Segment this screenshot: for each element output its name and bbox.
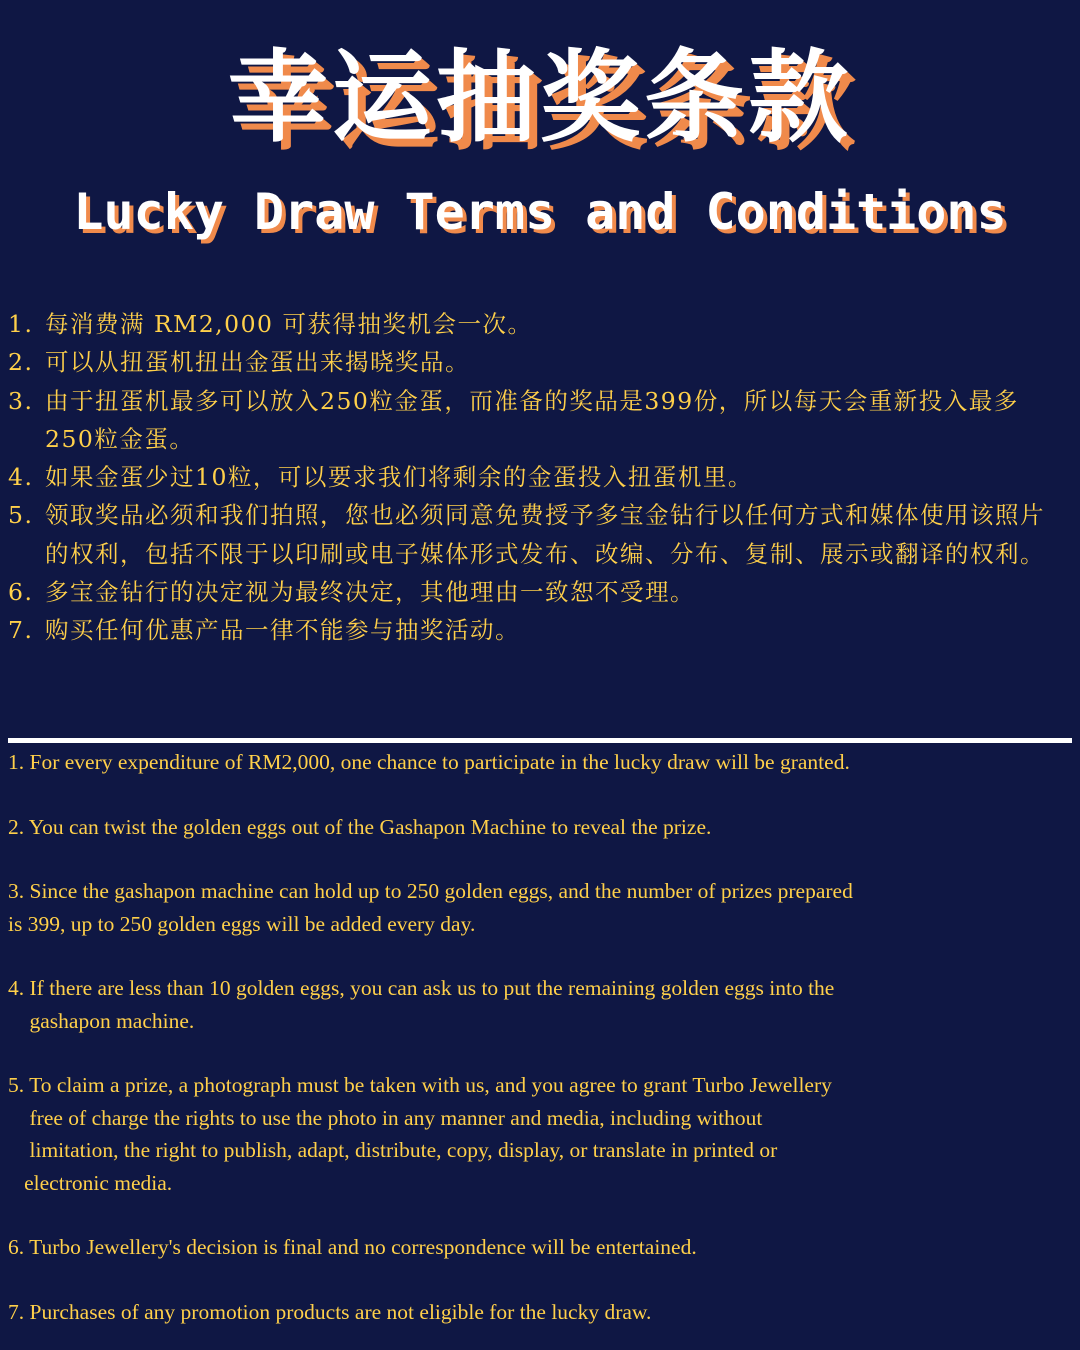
item-number: 4.: [8, 463, 34, 492]
list-item: 7. Purchases of any promotion products are not eligible for the lucky draw.: [8, 1299, 652, 1324]
item-text: 如果金蛋少过10粒，可以要求我们将剩余的金蛋投入扭蛋机里。: [45, 463, 753, 492]
item-number: 2.: [8, 348, 34, 377]
terms-list-chinese: [8, 305, 1068, 650]
item-text: 可以从扭蛋机扭出金蛋出来揭晓奖品。: [45, 348, 470, 377]
list-item: [8, 611, 1068, 649]
item-number: 3.: [8, 386, 34, 415]
item-text: 购买任何优惠产品一律不能参与抽奖活动。: [45, 616, 520, 645]
item-number: 1.: [8, 310, 34, 338]
list-item: 6. Turbo Jewellery's decision is final and no correspondence will be entertained.: [8, 1235, 697, 1259]
list-item: 5. To claim a prize, a photograph must be taken with us, and you agree to grant Turbo Jewellery free of charge the rights to use the photo in any manner and media, including without limitation, the right to publish, adapt, distribute, copy, display, or translate in printed or electronic media.: [8, 1073, 832, 1195]
list-item: [8, 458, 1068, 496]
item-number: 5.: [8, 501, 34, 530]
terms-list-english: [8, 746, 1068, 1328]
list-item: [8, 382, 1068, 459]
item-text: 领取奖品必须和我们拍照，您也必须同意免费授予多宝金钻行以任何方式和媒体使用该照片的权利，包括不限于以印刷或电子媒体形式发布、改编、分布、复制、展示或翻译的权利。: [45, 501, 1045, 568]
item-text: 每消费满 RM2,000 可获得抽奖机会一次。: [45, 310, 533, 338]
section-divider: [8, 738, 1072, 743]
item-number: 7.: [8, 616, 34, 645]
list-item: [8, 343, 1068, 381]
item-number: 6.: [8, 578, 34, 607]
list-item: 4. If there are less than 10 golden eggs, you can ask us to put the remaining golden eggs into the gashapon machine.: [8, 976, 835, 1033]
list-item: 1. For every expenditure of RM2,000, one chance to participate in the lucky draw will be granted.: [8, 750, 850, 774]
item-text: 由于扭蛋机最多可以放入250粒金蛋，而准备的奖品是399份，所以每天会重新投入最多250粒金蛋。: [45, 386, 1019, 453]
list-item: [8, 573, 1068, 611]
list-item: [8, 305, 1068, 343]
list-item: 3. Since the gashapon machine can hold up to 250 golden eggs, and the number of prizes prepared is 399, up to 250 golden eggs will be added every day.: [8, 879, 853, 936]
page-title-english: Lucky Draw Terms and Conditions: [73, 183, 1007, 241]
page-title-chinese: 幸运抽奖条款: [228, 39, 852, 156]
item-text: 多宝金钻行的决定视为最终决定，其他理由一致恕不受理。: [45, 578, 695, 607]
list-item: 2. You can twist the golden eggs out of the Gashapon Machine to reveal the prize.: [8, 814, 712, 839]
list-item: [8, 496, 1068, 573]
